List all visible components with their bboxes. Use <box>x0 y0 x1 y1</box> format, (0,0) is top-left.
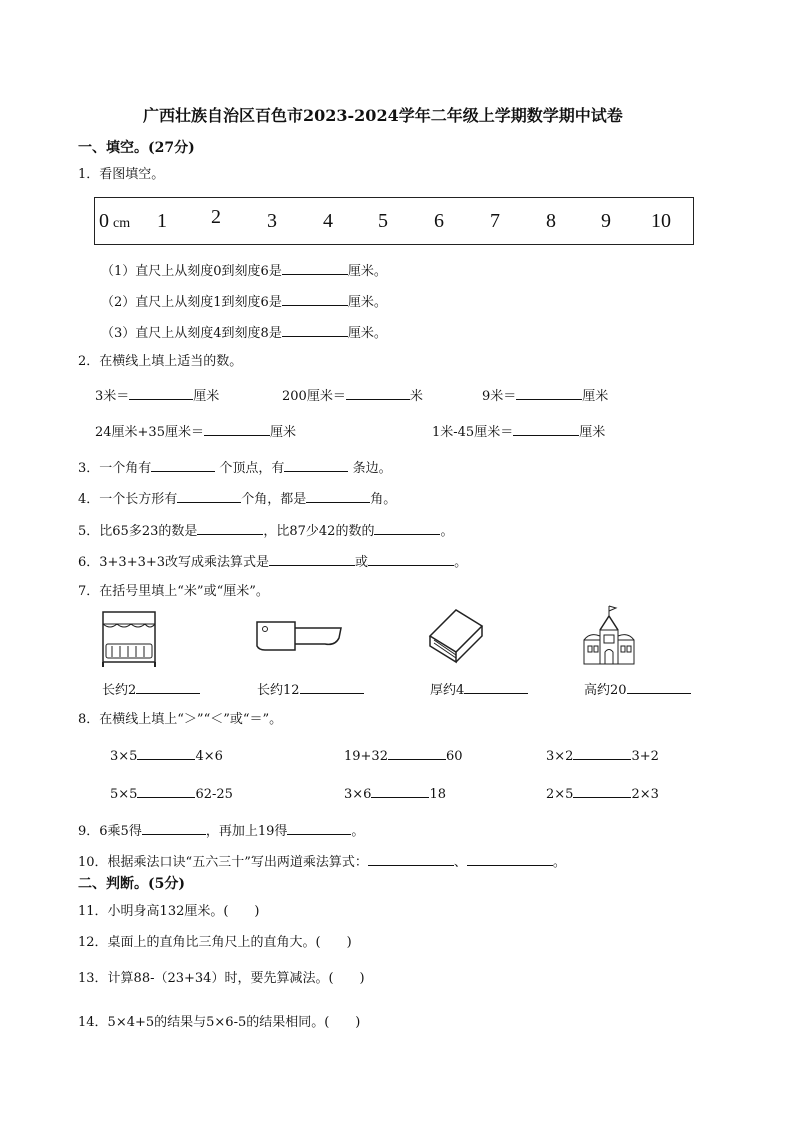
answer-blank[interactable] <box>284 458 348 472</box>
ruler-unit-label: cm <box>113 216 131 231</box>
book-icon <box>426 606 486 664</box>
ruler-tick-label: 2 <box>211 206 221 228</box>
answer-blank[interactable] <box>129 386 193 400</box>
knife-icon <box>255 618 345 654</box>
answer-blank[interactable] <box>368 552 454 566</box>
ruler-figure <box>94 197 694 245</box>
ruler-tick-label: 3 <box>267 210 277 232</box>
answer-blank[interactable] <box>388 746 446 760</box>
answer-blank[interactable] <box>516 386 582 400</box>
answer-blank[interactable] <box>346 386 410 400</box>
q2-item-d: 24厘米+35厘米＝ 厘米 <box>95 422 296 441</box>
q8-compare: 19+32 60 <box>344 746 463 765</box>
question-14: 14．5×4+5的结果与5×6-5的结果相同。( ) <box>78 1015 361 1030</box>
answer-blank[interactable] <box>142 821 206 835</box>
page-title: 广西壮族自治区百色市2023-2024学年二年级上学期数学期中试卷 <box>143 106 623 125</box>
answer-blank[interactable] <box>136 680 200 694</box>
q8-compare: 3×2 3+2 <box>546 746 659 765</box>
ruler-tick-label: 7 <box>490 210 500 232</box>
question-1-label: 1．看图填空。 <box>78 167 165 182</box>
answer-blank[interactable] <box>306 489 370 503</box>
section-heading-fill-blank: 一、填空。(27分) <box>78 140 195 156</box>
question-9: 9．6乘5得 ，再加上19得 。 <box>78 821 364 840</box>
q7-item-knife: 长约12 <box>257 680 364 699</box>
ruler-tick-label: 4 <box>323 210 333 232</box>
q8-compare: 3×6 18 <box>344 784 446 803</box>
q2-item-c: 9米＝ 厘米 <box>482 386 608 405</box>
answer-blank[interactable] <box>137 784 195 798</box>
question-5: 5．比65多23的数是 ，比87少42的数的 。 <box>78 521 453 540</box>
q8-compare: 3×5 4×6 <box>110 746 223 765</box>
answer-blank[interactable] <box>151 458 215 472</box>
q1-sub3: （3）直尺上从刻度4到刻度8是 厘米。 <box>101 323 387 342</box>
ruler-tick-label: 0 <box>99 210 109 232</box>
question-3: 3．一个角有 个顶点，有 条边。 <box>78 458 392 477</box>
answer-blank[interactable] <box>300 680 364 694</box>
ruler-tick-label: 6 <box>434 210 444 232</box>
ruler-tick-label: 10 <box>651 210 671 232</box>
answer-blank[interactable] <box>513 422 579 436</box>
answer-blank[interactable] <box>282 292 348 306</box>
question-2-label: 2．在横线上填上适当的数。 <box>78 354 243 369</box>
answer-blank[interactable] <box>137 746 195 760</box>
q1-sub1: （1）直尺上从刻度0到刻度6是 厘米。 <box>101 261 387 280</box>
building-icon <box>580 604 638 666</box>
question-7-label: 7．在括号里填上“米”或“厘米”。 <box>78 584 269 599</box>
q7-item-building: 高约20 <box>584 680 691 699</box>
answer-blank[interactable] <box>204 422 270 436</box>
answer-blank[interactable] <box>368 852 454 866</box>
answer-blank[interactable] <box>282 323 348 337</box>
answer-blank[interactable] <box>374 521 440 535</box>
ruler-tick-label: 1 <box>157 210 167 232</box>
answer-blank[interactable] <box>464 680 528 694</box>
question-8-label: 8．在横线上填上“＞”“＜”或“＝”。 <box>78 712 283 727</box>
answer-blank[interactable] <box>573 746 631 760</box>
question-6: 6．3+3+3+3改写成乘法算式是 或 。 <box>78 552 467 571</box>
bed-icon <box>100 608 158 668</box>
answer-blank[interactable] <box>177 489 241 503</box>
section-heading-judge: 二、判断。(5分) <box>78 876 185 892</box>
question-10: 10．根据乘法口诀“五六三十”写出两道乘法算式： 、 。 <box>78 852 566 871</box>
answer-blank[interactable] <box>467 852 553 866</box>
q1-sub2: （2）直尺上从刻度1到刻度6是 厘米。 <box>101 292 387 311</box>
answer-blank[interactable] <box>269 552 355 566</box>
question-13: 13．计算88-（23+34）时，要先算减法。( ) <box>78 971 365 986</box>
question-12: 12．桌面上的直角比三角尺上的直角大。( ) <box>78 935 352 950</box>
ruler-tick-label: 8 <box>546 210 556 232</box>
answer-blank[interactable] <box>573 784 631 798</box>
answer-blank[interactable] <box>287 821 351 835</box>
q2-item-b: 200厘米＝ 米 <box>282 386 423 405</box>
answer-blank[interactable] <box>627 680 691 694</box>
q7-item-bed: 长约2 <box>102 680 200 699</box>
question-11: 11．小明身高132厘米。( ) <box>78 904 260 919</box>
answer-blank[interactable] <box>197 521 263 535</box>
q2-item-a: 3米＝ 厘米 <box>95 386 219 405</box>
q8-compare: 2×5 2×3 <box>546 784 659 803</box>
q8-compare: 5×5 62-25 <box>110 784 233 803</box>
answer-blank[interactable] <box>282 261 348 275</box>
answer-blank[interactable] <box>371 784 429 798</box>
question-4: 4．一个长方形有 个角，都是 角。 <box>78 489 396 508</box>
q7-item-book: 厚约4 <box>430 680 528 699</box>
ruler-tick-label: 5 <box>378 210 388 232</box>
ruler-tick-label: 9 <box>601 210 611 232</box>
q2-item-e: 1米-45厘米＝ 厘米 <box>432 422 605 441</box>
